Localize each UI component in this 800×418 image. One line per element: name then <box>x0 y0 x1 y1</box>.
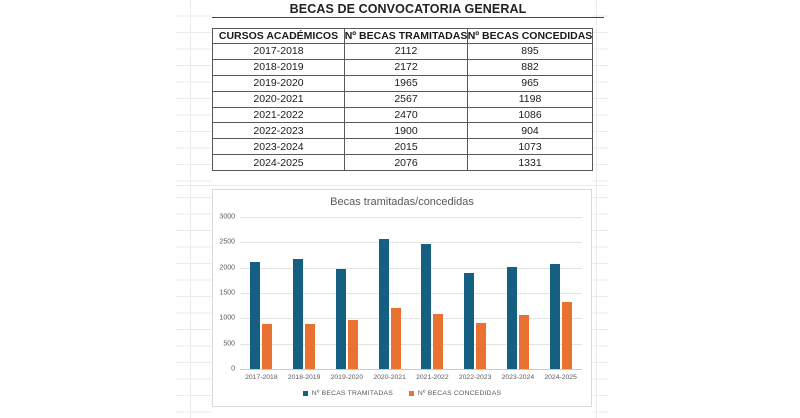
x-axis-label-2020-2021: 2020-2021 <box>373 374 406 381</box>
bar-concedidas-2019-2020 <box>348 320 358 369</box>
bar-tramitadas-2024-2025 <box>550 264 560 369</box>
table-cell-r1-c1[interactable]: 2172 <box>345 60 467 75</box>
legend-item-concedidas <box>409 390 501 397</box>
chart-legend <box>213 387 591 399</box>
gridline-1000 <box>240 318 582 319</box>
table-cell-r0-c0[interactable]: 2017-2018 <box>213 44 344 59</box>
bar-concedidas-2018-2019 <box>305 324 315 369</box>
table-cell-r3-c0[interactable]: 2020-2021 <box>213 92 344 107</box>
legend-label-tramitadas: Nº BECAS TRAMITADAS <box>311 389 393 397</box>
x-axis-label-2018-2019: 2018-2019 <box>287 374 321 381</box>
bar-tramitadas-2022-2023 <box>464 273 474 369</box>
bar-concedidas-2024-2025 <box>562 302 572 369</box>
table-cell-r3-c1[interactable]: 2567 <box>345 92 467 107</box>
x-axis-label-2024-2025: 2024-2025 <box>544 374 577 381</box>
bar-tramitadas-2019-2020 <box>336 269 346 369</box>
grid-strip-left <box>176 0 212 418</box>
grid-vline-left <box>190 0 191 418</box>
title-underline <box>212 17 604 18</box>
table-cell-r1-c2[interactable]: 882 <box>468 60 592 75</box>
table-cell-r0-c2[interactable]: 895 <box>468 44 592 59</box>
chart[interactable] <box>212 189 592 407</box>
legend-swatch-tramitadas <box>303 391 308 396</box>
bar-tramitadas-2018-2019 <box>293 259 303 369</box>
gridline-2000 <box>240 268 582 269</box>
x-axis-label-2017-2018: 2017-2018 <box>245 374 278 381</box>
x-axis-label-2019-2020: 2019-2020 <box>330 374 364 381</box>
table-cell-r6-c1[interactable]: 2015 <box>345 139 467 154</box>
y-axis-label-3000: 3000 <box>219 213 235 221</box>
y-axis-label-0: 0 <box>231 365 235 373</box>
table-header-cell-1[interactable]: Nº BECAS TRAMITADAS <box>345 30 467 42</box>
gridline-500 <box>240 344 582 345</box>
table-header-cell-0[interactable]: CURSOS ACADÉMICOS <box>213 29 344 43</box>
legend-label-concedidas: Nº BECAS CONCEDIDAS <box>417 389 502 397</box>
x-axis-label-2021-2022: 2021-2022 <box>416 374 449 381</box>
table-cell-r5-c1[interactable]: 1900 <box>345 123 467 138</box>
table-cell-r6-c0[interactable]: 2023-2024 <box>213 139 344 154</box>
legend-swatch-concedidas <box>409 391 414 396</box>
bar-tramitadas-2020-2021 <box>379 239 389 369</box>
y-axis-label-2000: 2000 <box>219 264 235 272</box>
table-cell-r7-c1[interactable]: 2076 <box>345 155 467 170</box>
bar-concedidas-2017-2018 <box>262 324 272 369</box>
bar-concedidas-2021-2022 <box>433 314 443 369</box>
gridline-0 <box>240 369 582 370</box>
y-axis-label-500: 500 <box>223 340 235 348</box>
bar-tramitadas-2023-2024 <box>507 267 517 369</box>
bar-concedidas-2023-2024 <box>519 315 529 369</box>
bar-concedidas-2020-2021 <box>391 308 401 369</box>
table-cell-r4-c0[interactable]: 2021-2022 <box>213 108 344 123</box>
grid-strip-right <box>592 0 608 418</box>
table-cell-r4-c2[interactable]: 1086 <box>468 108 592 123</box>
x-axis-label-2023-2024: 2023-2024 <box>501 374 535 381</box>
grid-hline-middle <box>176 185 607 186</box>
table-cell-r2-c1[interactable]: 1965 <box>345 76 467 91</box>
gridline-3000 <box>240 217 582 218</box>
table-cell-r6-c2[interactable]: 1073 <box>468 139 592 154</box>
grid-vline-right <box>596 0 597 418</box>
table-cell-r5-c0[interactable]: 2022-2023 <box>213 123 344 138</box>
gridline-1500 <box>240 293 582 294</box>
y-axis-label-2500: 2500 <box>219 238 235 246</box>
y-axis-label-1000: 1000 <box>219 314 235 322</box>
table-cell-r2-c0[interactable]: 2019-2020 <box>213 76 344 91</box>
bar-concedidas-2022-2023 <box>476 323 486 369</box>
table-cell-r4-c1[interactable]: 2470 <box>345 108 467 123</box>
bar-tramitadas-2017-2018 <box>250 262 260 369</box>
chart-title: Becas tramitadas/concedidas <box>330 196 474 208</box>
table-cell-r1-c0[interactable]: 2018-2019 <box>213 60 344 75</box>
table-cell-r7-c2[interactable]: 1331 <box>468 155 592 170</box>
chart-plot-area <box>219 213 582 381</box>
x-axis-label-2022-2023: 2022-2023 <box>458 374 492 381</box>
table-header-cell-2[interactable]: Nº BECAS CONCEDIDAS <box>468 30 592 42</box>
table-cell-r3-c2[interactable]: 1198 <box>468 92 592 107</box>
results-table <box>212 28 593 171</box>
table-cell-r7-c0[interactable]: 2024-2025 <box>213 155 344 170</box>
table-cell-r2-c2[interactable]: 965 <box>468 76 592 91</box>
gridline-2500 <box>240 242 582 243</box>
worksheet-title: BECAS DE CONVOCATORIA GENERAL <box>289 2 527 16</box>
y-axis-label-1500: 1500 <box>219 289 235 297</box>
legend-item-tramitadas <box>303 390 393 397</box>
table-cell-r5-c2[interactable]: 904 <box>468 123 592 138</box>
table-cell-r0-c1[interactable]: 2112 <box>345 44 467 59</box>
bar-tramitadas-2021-2022 <box>421 244 431 369</box>
